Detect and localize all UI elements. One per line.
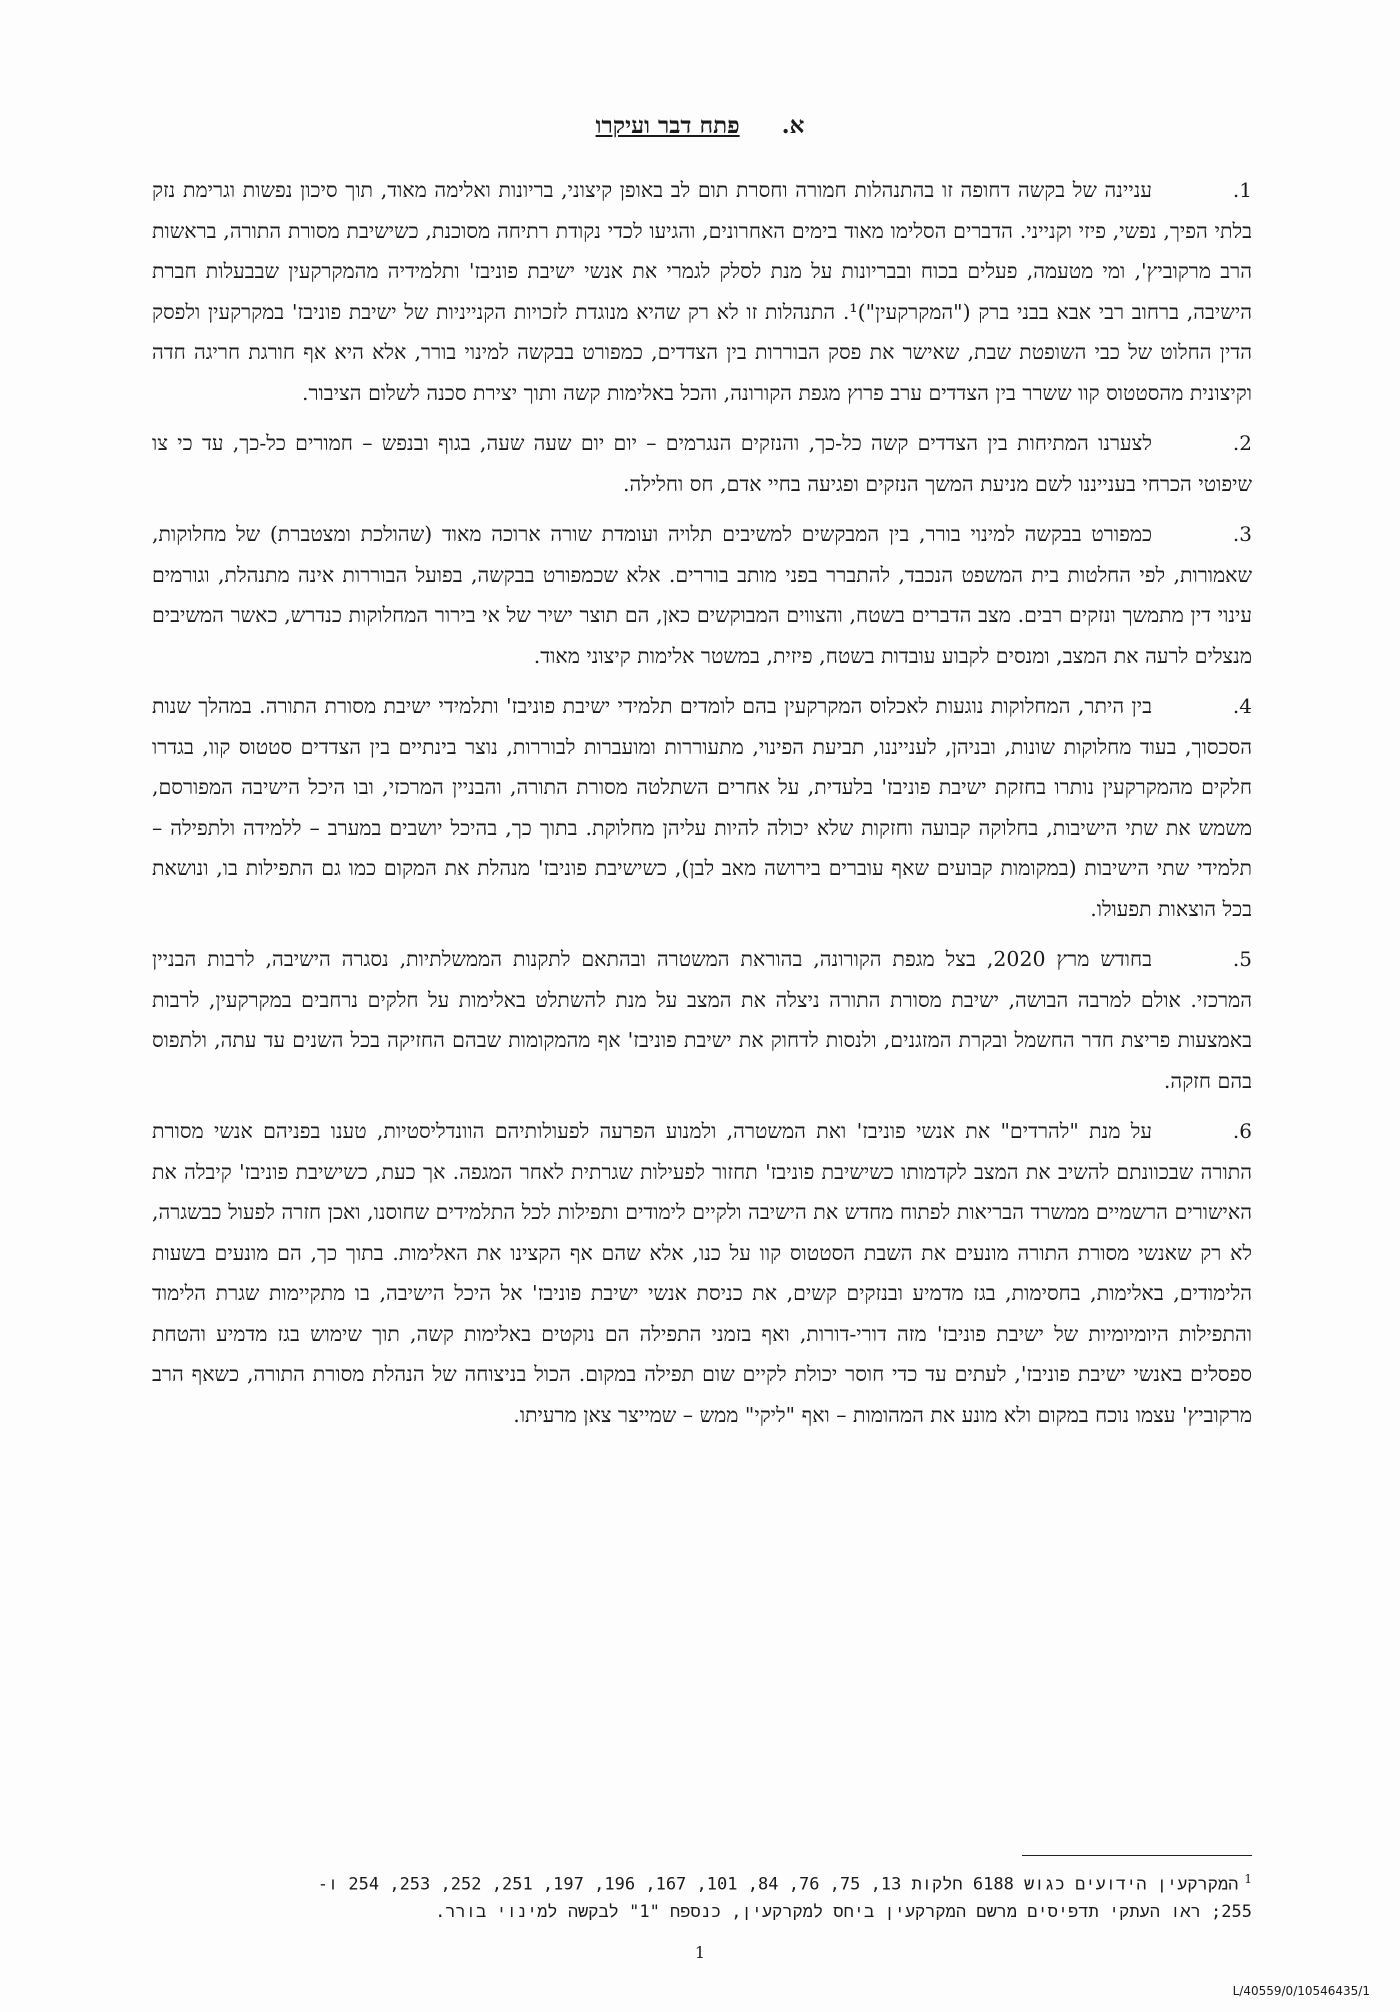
paragraph-2 [152, 423, 1252, 504]
section-title: פתח דבר ועיקרו [595, 112, 740, 139]
paragraph-text: כמפורט בבקשה למינוי בורר, בין המבקשים למשיבים תלויה ועומדת שורה ארוכה מאוד (שהולכת ומצטברת) של מחלוקות, שאמורות, לפי החלטות בית המשפט הנכבד, להתברר בפני מותב בוררים. אלא שכמפורט בבקשה, בפועל הבוררות אינה מתנהלת, וגורמים עינוי דין מתמשך ונזקים רבים. מצב הדברים בשטח, והצווים המבוקשים כאן, הם תוצר ישיר של אי בירור המחלוקות כנדרש, כאשר המשיבים מנצלים לרעה את המצב, ומנסים לקבוע עובדות בשטח, פיזית, במשטר אלימות קיצוני מאוד. [152, 522, 1252, 668]
paragraph-number: 1. [1232, 178, 1252, 202]
paragraph-number: 2. [1232, 431, 1252, 455]
paragraph-text: לצערנו המתיחות בין הצדדים קשה כל-כך, והנזקים הנגרמים – יום יום שעה שעה, בגוף ובנפש – חמורים כל-כך, עד כי צו שיפוטי הכרחי בענייננו לשם מניעת המשך הנזקים ופגיעה בחיי אדם, חס וחלילה. [152, 431, 1252, 496]
footnote-line-2: 255; ראו העתקי תדפיסים מרשם המקרקעין ביחס למקרקעין, כנספח "1" לבקשה למינוי בורר. [435, 1901, 1252, 1922]
paragraph-3 [152, 514, 1252, 676]
paragraph-text: בחודש מרץ 2020, בצל מגפת הקורונה, בהוראת המשטרה ובהתאם לתקנות הממשלתיות, נסגרה הישיבה, לרבות הבניין המרכזי. אולם למרבה הבושה, ישיבת מסורת התורה ניצלה את המצב על מנת להשתלט באלימות על חלקים נרחבים במקרקעין, לרבות באמצעות פריצת חדר החשמל ובקרת המזגנים, ולנסות לדחוק את ישיבת פוניבז' אף מהמקומות שבהם החזיקה בכל השנים עד עתה, ולתפוס בהם חזקה. [152, 947, 1252, 1093]
paragraph-1 [152, 170, 1252, 413]
paragraph-text: בין היתר, המחלוקות נוגעות לאכלוס המקרקעין בהם לומדים תלמידי ישיבת פוניבז' ותלמידי ישיבת מסורת התורה. במהלך שנות הסכסוך, בעוד מחלוקות שונות, ובניהן, לענייננו, תביעת הפינוי, מתעוררות ומועברות לבוררות, נוצר בינתיים בין הצדדים סטטוס קוו, בגדרו חלקים מהמקרקעין נותרו בחזקת ישיבת פוניבז' בלעדית, על אחרים השתלטה מסורת התורה, והבניין המרכזי, ובו היכל הישיבה המפורסם, משמש את שתי הישיבות, בחלוקה קבועה וחזקות שלא יכולה להיות עליהן מחלוקת. בתוך כך, בהיכל יושבים במערב – ללמידה ולתפילה – תלמידי שתי הישיבות (במקומות קבועים שאף עוברים בירושה מאב לבן), כשישיבת פוניבז' מנהלת את המקום כמו גם התפילות בו, ונושאת בכל הוצאות תפעולו. [152, 694, 1252, 921]
footnote [142, 1866, 1252, 1926]
paragraph-text: עניינה של בקשה דחופה זו בהתנהלות חמורה וחסרת תום לב באופן קיצוני, בריונות ואלימה מאוד, תוך סיכון נפשות וגרימת נזק בלתי הפיך, נפשי, פיזי וקנייני. הדברים הסלימו מאוד בימים האחרונים, והגיעו לכדי נקודת רתיחה מסוכנת, כשישיבת מסורת התורה, בראשות הרב מרקוביץ', ומי מטעמה, פעלים בכוח ובבריונות על מנת לסלק לגמרי את אנשי ישיבת פוניבז' ותלמידיה מהמקרקעין שבבעלות חברת הישיבה, ברחוב רבי אבא בבני ברק ("המקרקעין")¹. התנהלות זו לא רק שהיא מנוגדת לזכויות הקנייניות של ישיבת פוניבז' במקרקעין ולפסק הדין החלוט של כבי השופטת שבת, שאישר את פסק הבוררות בין הצדדים, כמפורט בבקשה למינוי בורר, אלא היא אף חורגת חריגה חדה וקיצונית מהסטטוס קוו ששרר בין הצדדים ערב פרוץ מגפת הקורונה, והכל באלימות קשה ותוך יצירת סכנה לשלום הציבור. [152, 178, 1252, 405]
section-heading [550, 112, 850, 139]
paragraph-number: 3. [1232, 522, 1252, 546]
page-number: 1 [694, 1943, 706, 1962]
document-id: L/40559/0/10546435/1 [1232, 1984, 1370, 1998]
paragraph-text: על מנת "להרדים" את אנשי פוניבז' ואת המשטרה, ולמנוע הפרעה לפעולותיהם הוונדליסטיות, טענו בפניהם אנשי מסורת התורה שבכוונתם להשיב את המצב לקדמותו כשישיבת פוניבז' תחזור לפעילות שגרתית לאחר המגפה. אך כעת, כשישיבת פוניבז' קיבלה את האישורים הרשמיים ממשרד הבריאות לפתוח מחדש את הישיבה ולקיים לימודים ותפילות לכל התלמידים שחוסנו, ואכן חזרה לפעול כבשגרה, לא רק שאנשי מסורת התורה מונעים את השבת הסטטוס קוו על כנו, אלא שהם אף הקצינו את האלימות. בתוך כך, הם מונעים בשעות הלימודים, באלימות, בחסימות, בגז מדמיע ובנזקים קשים, את כניסת אנשי ישיבת פוניבז' אל היכל הישיבה, בו מתקיימות שגרת הלימוד והתפילות היומיומיות של ישיבת פוניבז' מזה דורי-דורות, ואף בזמני התפילה הם נוקטים באלימות קשה, תוך שימוש בגז מדמיע והטחת ספסלים באנשי ישיבת פוניבז', לעתים עד כדי חוסר יכולת לקיים שום תפילה במקום. הכול בניצוחה של הנהלת מסורת התורה, כשאף הרב מרקוביץ' עצמו נוכח במקום ולא מונע את המהומות – ואף "ליקי" ממש – שמייצר צאן מרעיתו. [152, 1119, 1252, 1427]
document-body [152, 170, 1252, 1445]
paragraph-6 [152, 1111, 1252, 1435]
paragraph-5 [152, 939, 1252, 1101]
paragraph-number: 5. [1232, 947, 1252, 971]
footnote-text-1: המקרקעין הידועים כגוש 6188 חלקות 13, 75, 76, 84, 101, 167, 196, 197, 251, 252, 253, 254 ו- [317, 1874, 1239, 1895]
footnote-mark: 1 [1244, 1872, 1252, 1886]
paragraph-number: 4. [1232, 694, 1252, 718]
section-letter: א. [781, 112, 805, 139]
footnote-line-1 [142, 1866, 1252, 1899]
paragraph-number: 6. [1232, 1119, 1252, 1143]
paragraph-4 [152, 686, 1252, 929]
footnote-divider [1022, 1855, 1252, 1856]
